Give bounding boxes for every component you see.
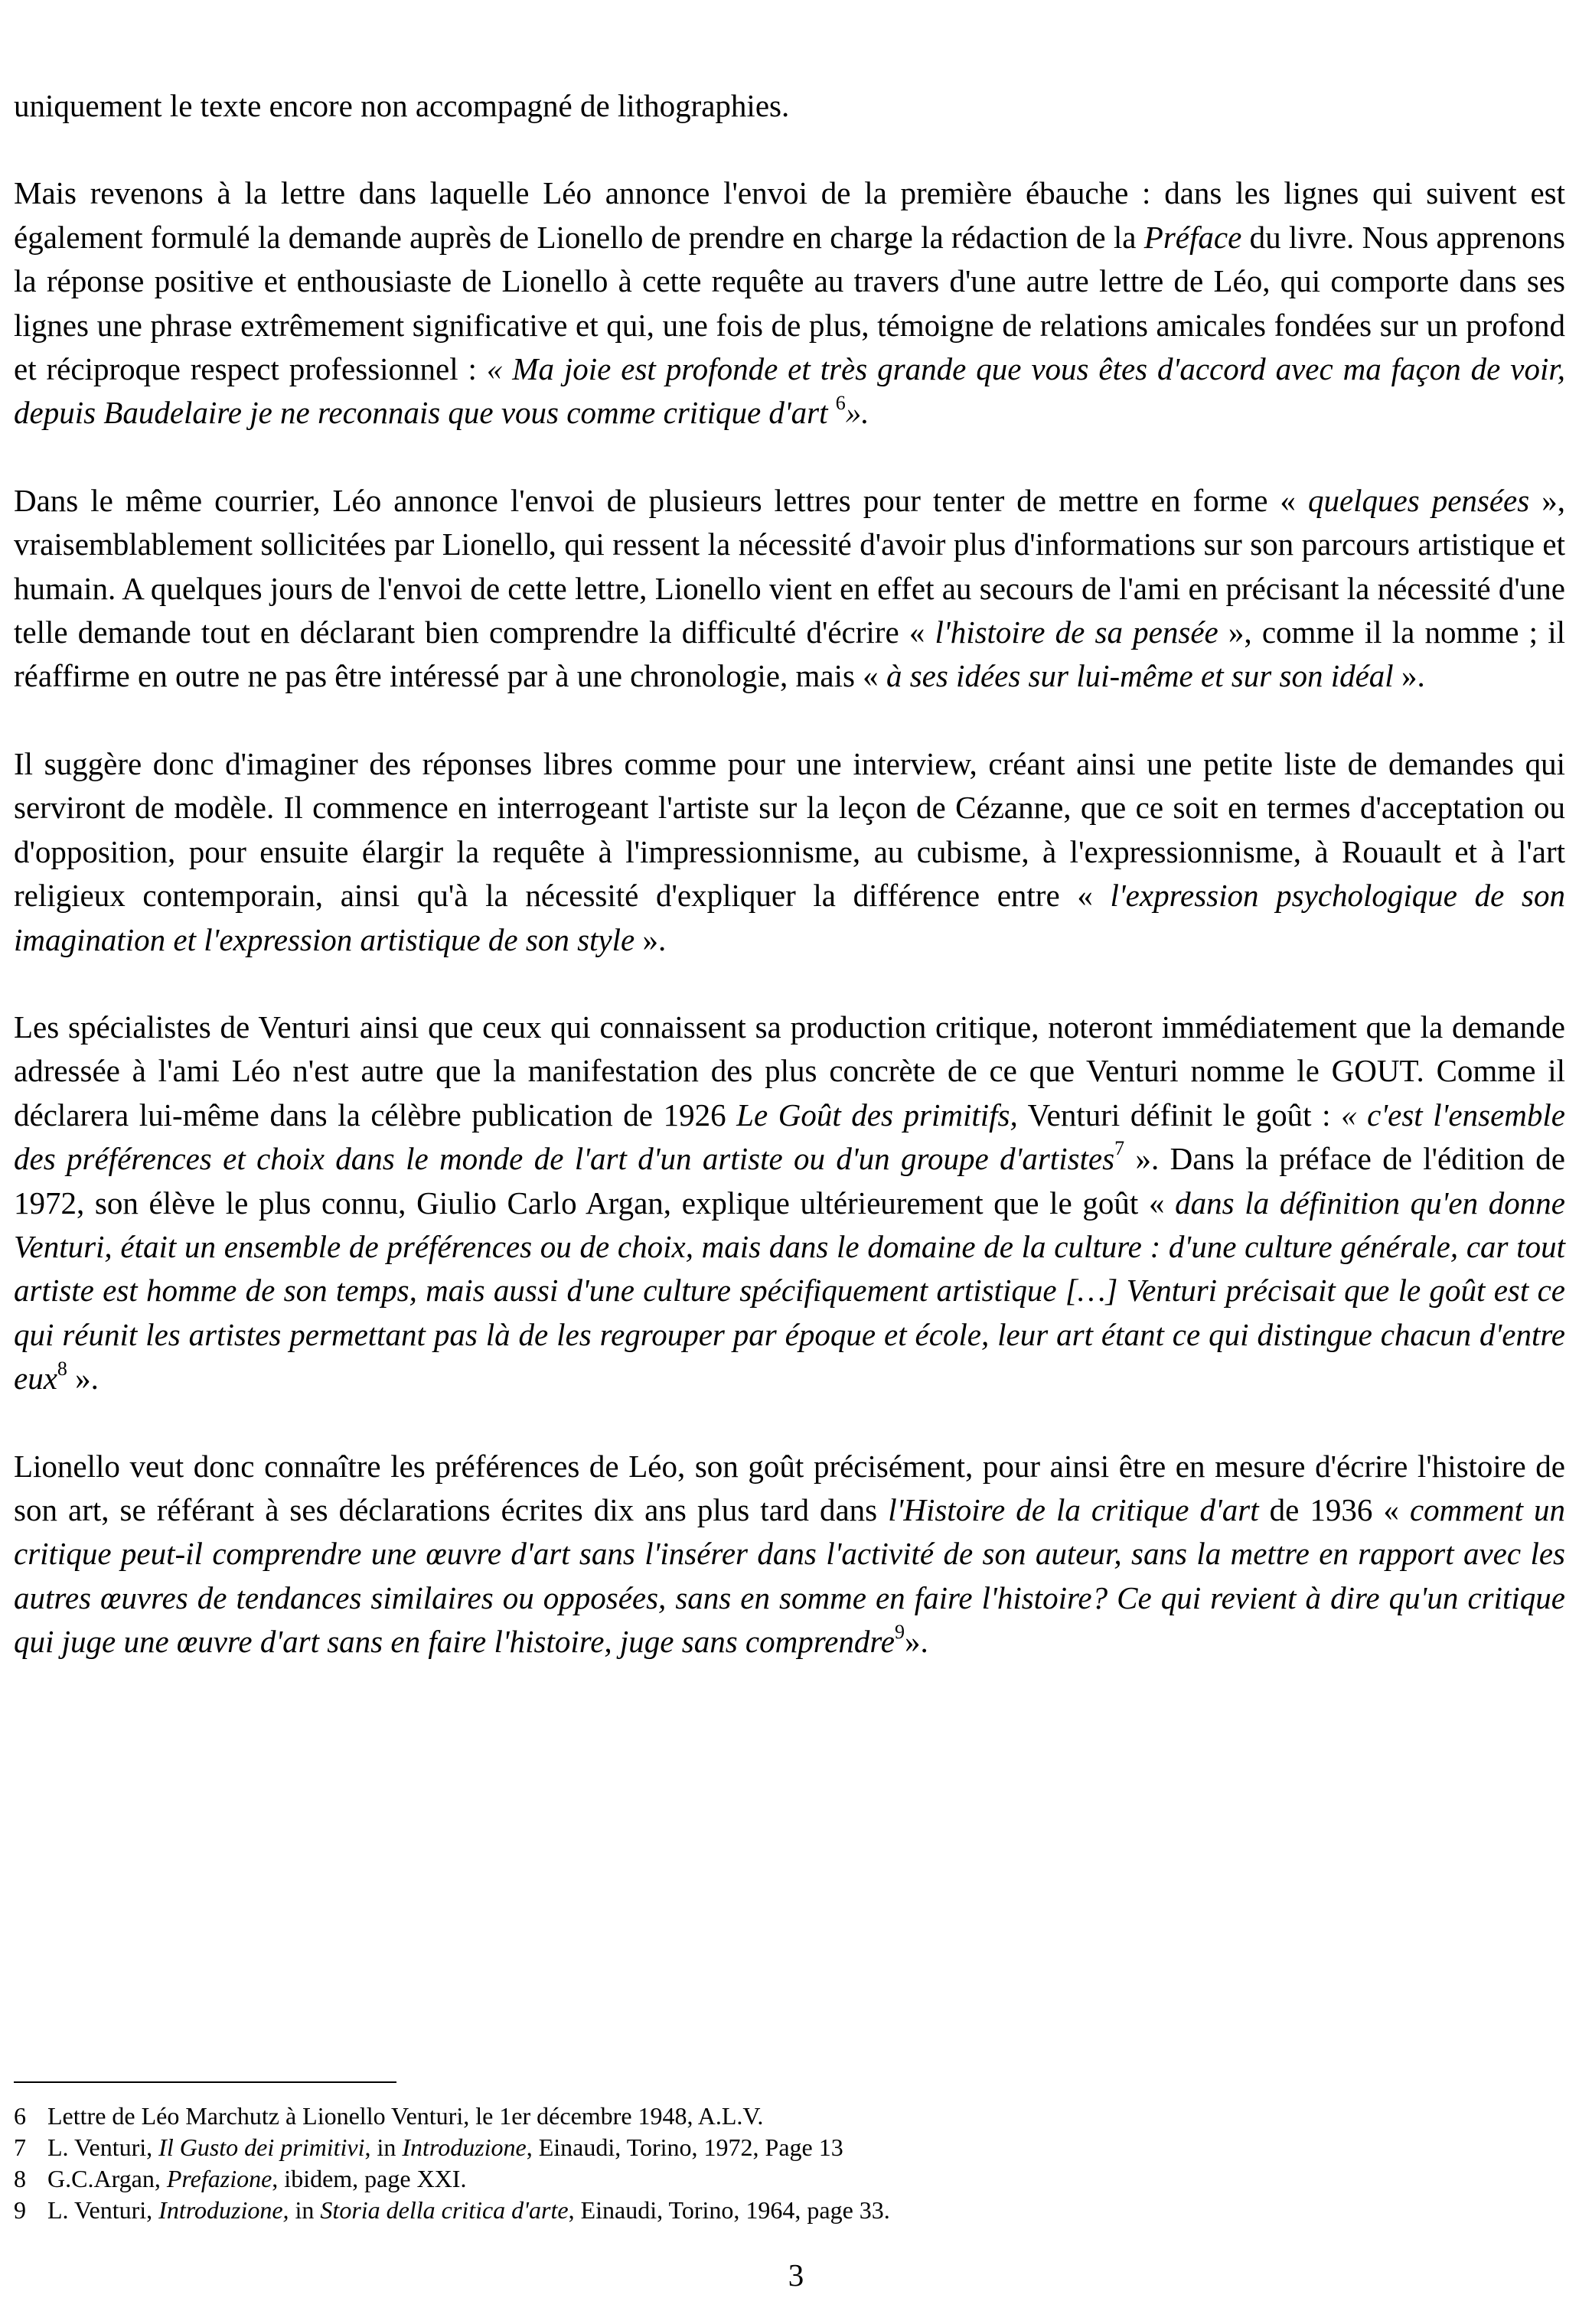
text-run: ». [635,921,667,957]
footnote-text [47,2163,466,2195]
italic-title: Préface [1143,219,1242,255]
text-run: Venturi définit le goût : [1017,1097,1342,1133]
text-run: , Einaudi, Torino, 1964, page 33. [568,2196,890,2224]
italic-quote: à ses idées sur lui-même et sur son idéal [886,658,1394,694]
italic-quote: l'histoire de sa pensée [935,614,1218,650]
text-run: », comme il la nomme ; il réaffirme en outre ne pas être intéressé par à une chronologie, mais « [14,614,1566,694]
italic-title: Il Gusto dei primitivi [158,2133,365,2161]
paragraph-5 [14,1006,1565,1401]
text-run: ». Dans la préface de l'édition de 1972, son élève le plus connu, Giulio Carlo Argan, explique ultérieurement que le goût « [14,1141,1565,1221]
footnote-ref: 8 [57,1357,67,1380]
italic-quote: dans la définition qu'en donne Venturi, était un ensemble de préférences ou de choix, mais dans le domaine de la culture : d'une culture générale, car tout artiste est homme de son temps, mais aussi d'une culture spécifiquement artistique […] Venturi précisait que le goût est ce qui réunit les artistes permettant pas là de les regrouper par époque et école, leur art étant ce qui distingue chacun d'entre eux [14,1185,1565,1397]
footnote-number: 9 [14,2196,26,2224]
page-number: 3 [788,2257,804,2293]
text-run: Les spécialistes de Venturi ainsi que ceux qui connaissent sa production critique, noteront immédiatement que la demande adressée à l'ami Léo n'est autre que la manifestation des plus concrète de ce que Venturi nomme le GOUT. Comme il déclarera lui-même dans la célèbre publication de 1926 [14,1009,1565,1133]
italic-title: l'Histoire de la critique d'art [888,1491,1259,1527]
footnote-number: 6 [14,2102,26,2130]
italic-title: Le Goût des primitifs, [736,1097,1018,1133]
text-run: G.C.Argan, [47,2165,167,2192]
footnote-text [47,2195,890,2226]
paragraph-4 [14,742,1565,962]
italic-quote-end: ». [845,395,869,431]
footnote-text [47,2101,763,2132]
paragraph-6 [14,1445,1565,1664]
italic-quote: quelques pensées [1307,482,1530,518]
footnote-separator [14,2081,396,2083]
paragraph-2 [14,171,1565,435]
text-run: in [289,2196,321,2224]
text-run: uniquement le texte encore non accompagné de lithographies. [14,88,790,123]
footnote-number: 7 [14,2133,26,2161]
text-run: ». [1393,658,1425,694]
text-run: du livre. Nous apprenons la réponse positive et enthousiaste de Lionello à cette requête au travers d'une autre lettre de Léo, qui comporte dans ses lignes une phrase extrêmement significative et qui, une fois de plus, témoigne de relations amicales fondées sur un profond et réciproque respect professionnel : [14,219,1566,387]
text-run: ». [67,1361,99,1397]
paragraph-3 [14,479,1565,699]
footnote-7 [14,2132,1468,2163]
text-run: ». [904,1624,928,1660]
footnotes [14,2101,1468,2226]
italic-quote: « Ma joie est profonde et très grande que vous êtes d'accord avec ma façon de voir, depuis Baudelaire je ne reconnais que vous comme critique d'art [14,351,1565,431]
italic-title: Prefazione [166,2165,272,2192]
text-run: L. Venturi, [47,2133,159,2161]
text-run: Lionello veut donc connaître les préférences de Léo, son goût précisément, pour ainsi être en mesure d'écrire l'histoire de son art, se référant à ses déclarations écrites dix ans plus tard dans [14,1448,1565,1527]
italic-title: Introduzione [402,2133,527,2161]
text-run: , Einaudi, Torino, 1972, Page 13 [526,2133,843,2161]
footnote-ref: 7 [1114,1137,1125,1160]
italic-quote: « c'est l'ensemble des préférences et choix dans le monde de l'art d'un artiste ou d'un groupe d'artistes [14,1097,1565,1177]
text-run: de 1936 « [1258,1491,1410,1527]
footnote-9 [14,2195,1468,2226]
text-run: Dans le même courrier, Léo annonce l'envoi de plusieurs lettres pour tenter de mettre en forme « [14,482,1308,518]
text-run: , ibidem, page XXI. [272,2165,467,2192]
body-text [14,84,1565,1708]
paragraph-1 [14,84,1565,128]
italic-quote: l'expression psychologique de son imagination et l'expression artistique de son style [14,878,1565,957]
text-run: Mais revenons à la lettre dans laquelle Léo annonce l'envoi de la première ébauche : dans les lignes qui suivent est également formulé la demande auprès de Lionello de prendre en charge la rédaction de la [14,175,1565,255]
footnote-6 [14,2101,1468,2132]
text-run: », vraisemblablement sollicitées par Lionello, qui ressent la nécessité d'avoir plus d'informations sur son parcours artistique et humain. A quelques jours de l'envoi de cette lettre, Lionello vient en effet au secours de l'ami en précisant la nécessité d'une telle demande tout en déclarant bien comprendre la difficulté d'écrire « [14,482,1565,650]
footnote-ref: 6 [835,391,846,414]
italic-title: Introduzione, [158,2196,289,2224]
text-run: , in [364,2133,403,2161]
footnote-8 [14,2163,1468,2195]
footnote-ref: 9 [894,1620,905,1643]
footnote-number: 8 [14,2165,26,2192]
footnote-text [47,2132,843,2163]
text-run: Lettre de Léo Marchutz à Lionello Venturi, le 1er décembre 1948, A.L.V. [47,2102,764,2130]
text-run: L. Venturi, [47,2196,159,2224]
text-run: Il suggère donc d'imaginer des réponses libres comme pour une interview, créant ainsi une petite liste de demandes qui serviront de modèle. Il commence en interrogeant l'artiste sur la leçon de Cézanne, que ce soit en termes d'acceptation ou d'opposition, pour ensuite élargir la requête à l'impressionnisme, au cubisme, à l'expressionnisme, à Rouault et à l'art religieux contemporain, ainsi qu'à la nécessité d'expliquer la différence entre « [14,745,1565,914]
italic-quote: comment un critique peut-il comprendre une œuvre d'art sans l'insérer dans l'activité de son auteur, sans la mettre en rapport avec les autres œuvres de tendances similaires ou opposées, sans en somme en faire l'histoire? Ce qui revient à dire qu'un critique qui juge une œuvre d'art sans en faire l'histoire, juge sans comprendre [14,1491,1565,1660]
italic-title: Storia della critica d'arte [320,2196,569,2224]
